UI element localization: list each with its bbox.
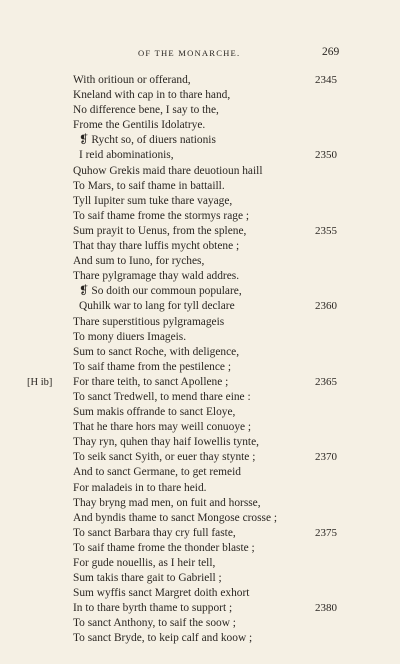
verse-line-text: For maladeis in to thare heid. [73,481,207,494]
verse-line-text: Sum prayit to Uenus, from the splene, [73,224,247,237]
verse-line [0,299,400,314]
verse-line [0,345,400,360]
page-number: 269 [322,46,340,58]
verse-line-text: And sum to Iuno, for ryches, [73,255,205,268]
verse-line-text: To saif thame from the pestilence ; [73,360,231,373]
verse-line-text: ❡ Rycht so, of diuers nationis [79,134,216,147]
verse-line [0,435,400,450]
line-number: 2350 [315,149,337,162]
line-number: 2355 [315,224,337,237]
verse-line [0,631,400,646]
line-number: 2375 [315,526,337,539]
verse-line-text: Sum to sanct Roche, with deligence, [73,345,240,358]
verse-line-text: With oritioun or offerand, [73,74,191,86]
verse-line [0,360,400,375]
verse-line [0,571,400,586]
verse-line [0,496,400,511]
verse-line-text: For gude nouellis, as I heir tell, [73,557,216,569]
verse-line [0,73,400,88]
verse-line-text: Sum wyffis sanct Margret doith exhort [73,587,250,600]
verse-line [0,511,400,526]
line-number: 2370 [315,451,337,464]
verse-line [0,224,400,239]
verse-line [0,164,400,179]
verse-line-text: To sanct Bryde, to keip calf and koow ; [73,632,253,645]
verse-line-text: To seik sanct Syith, or euer thay stynte ; [73,451,256,464]
verse-line-text: No difference bene, I say to the, [73,104,219,117]
verse-line [0,148,400,163]
verse-line-text: To Mars, to saif thame in battaill. [73,179,225,192]
verse-line-text: Frome the Gentilis Idolatrye. [73,119,206,132]
verse-line-text: Tyll Iupiter sum tuke thare vayage, [73,194,233,207]
verse-line-text: That he thare hors may weill conuoye ; [73,421,252,434]
verse-line-text: Kneland with cap in to thare hand, [73,89,231,102]
verse-line-text: In to thare byrth thame to support ; [73,602,233,615]
line-number: 2360 [315,300,337,313]
verse-line [0,330,400,345]
verse-line [0,586,400,601]
verse-line-text: For thare teith, to sanct Apollene ; [73,375,229,388]
line-number: 2345 [315,74,337,86]
verse-line [0,601,400,616]
verse-line-text: Quhow Grekis maid thare deuotioun haill [73,164,263,177]
verse-line [0,118,400,133]
running-head [0,48,400,64]
verse-line [0,209,400,224]
marginal-note: [H ib] [27,376,53,388]
verse-line-text: Thare pylgramage thay wald addres. [73,270,240,283]
verse-line-text: To sanct Barbara thay cry full faste, [73,526,236,539]
running-title: OF THE MONARCHE. [138,48,241,58]
verse-line [0,269,400,284]
verse-line-text: That thay thare luffis mycht obtene ; [73,240,240,253]
line-number: 2365 [315,375,337,388]
verse-line [0,465,400,480]
verse-line [0,481,400,496]
verse-line-text: And byndis thame to sanct Mongose crosse ; [73,511,278,524]
verse-line-text: And to sanct Germane, to get remeid [73,466,241,479]
verse-line-text: Sum makis offrande to sanct Eloye, [73,406,236,419]
verse-line-text: To sanct Tredwell, to mend thare eine : [73,390,251,403]
verse-line [0,133,400,148]
verse-line [0,239,400,254]
verse-line-text: Sum takis thare gait to Gabriell ; [73,572,222,585]
verse-line [0,405,400,420]
verse-line [0,315,400,330]
verse-line [0,254,400,269]
verse-line [0,556,400,571]
verse-line-text: Thare superstitious pylgramageis [73,315,225,328]
line-number: 2380 [315,602,337,615]
verse-line-text: To saif thame frome the stormys rage ; [73,209,250,222]
verse-line [0,103,400,118]
verse-line-text: Thay bryng mad men, on fuit and horsse, [73,496,261,509]
verse-line-text: To mony diuers Imageis. [73,330,187,343]
verse-line [0,616,400,631]
verse-line [0,420,400,435]
verse-line [0,179,400,194]
verse-line-text: To saif thame frome the thonder blaste ; [73,541,255,554]
verse-line-text: To sanct Anthony, to saif the soow ; [73,617,236,630]
verse-line [0,375,400,390]
verse-line [0,88,400,103]
verse-line-text: I reid abominationis, [79,149,174,162]
verse-line [0,390,400,405]
verse-line-text: ❡ So doith our commoun populare, [79,285,242,298]
verse-line-text: Quhilk war to lang for tyll declare [79,300,235,313]
verse-line [0,450,400,465]
verse-block [0,73,400,647]
verse-line [0,526,400,541]
verse-line-text: Thay ryn, quhen thay haif Iowellis tynte, [73,436,259,449]
verse-line [0,194,400,209]
verse-line [0,541,400,556]
verse-line [0,284,400,299]
